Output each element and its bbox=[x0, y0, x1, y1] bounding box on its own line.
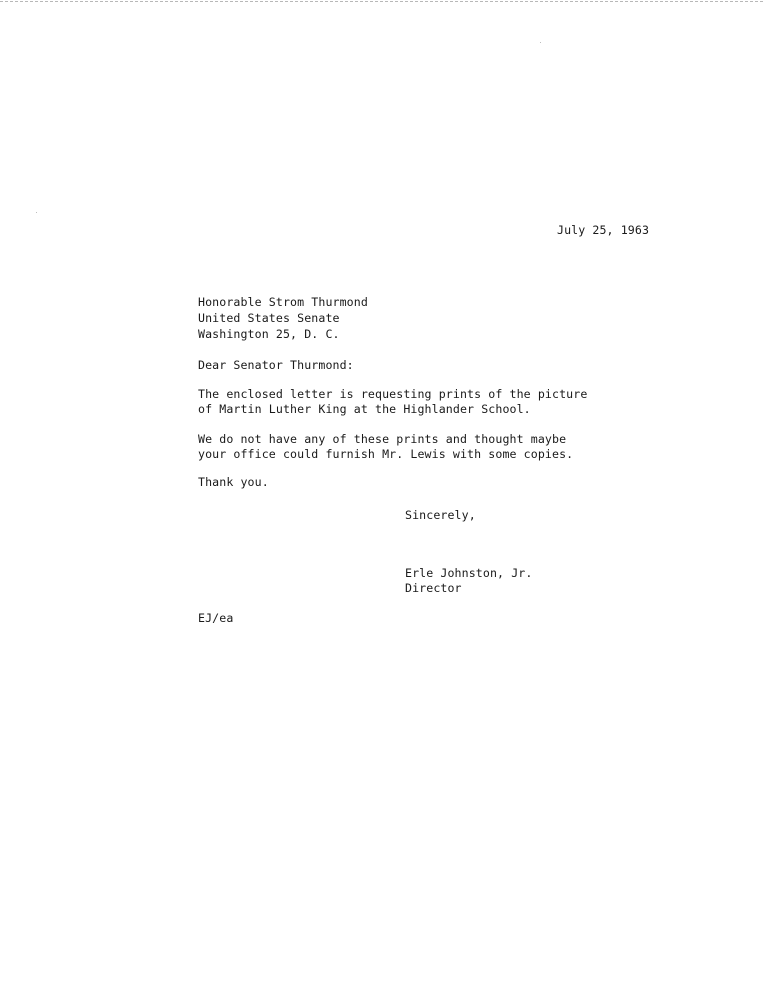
salutation: Dear Senator Thurmond: bbox=[198, 358, 354, 372]
recipient-name: Honorable Strom Thurmond bbox=[198, 295, 368, 309]
paragraph-1-line-2: of Martin Luther King at the Highlander School. bbox=[198, 402, 531, 416]
scan-speck bbox=[540, 42, 541, 43]
paragraph-2-line-2: your office could furnish Mr. Lewis with some copies. bbox=[198, 447, 574, 461]
recipient-organization: United States Senate bbox=[198, 311, 340, 325]
letter-date: July 25, 1963 bbox=[557, 223, 650, 237]
page-top-edge bbox=[0, 1, 763, 2]
thanks-line: Thank you. bbox=[198, 475, 269, 489]
paragraph-2-line-1: We do not have any of these prints and thought maybe bbox=[198, 432, 567, 446]
reference-initials: EJ/ea bbox=[198, 611, 234, 625]
paragraph-1-line-1: The enclosed letter is requesting prints of the picture bbox=[198, 387, 588, 401]
complimentary-close: Sincerely, bbox=[405, 508, 476, 522]
recipient-address: Washington 25, D. C. bbox=[198, 327, 340, 341]
signer-name: Erle Johnston, Jr. bbox=[405, 566, 533, 580]
scan-speck bbox=[36, 212, 37, 213]
signer-title: Director bbox=[405, 581, 462, 595]
